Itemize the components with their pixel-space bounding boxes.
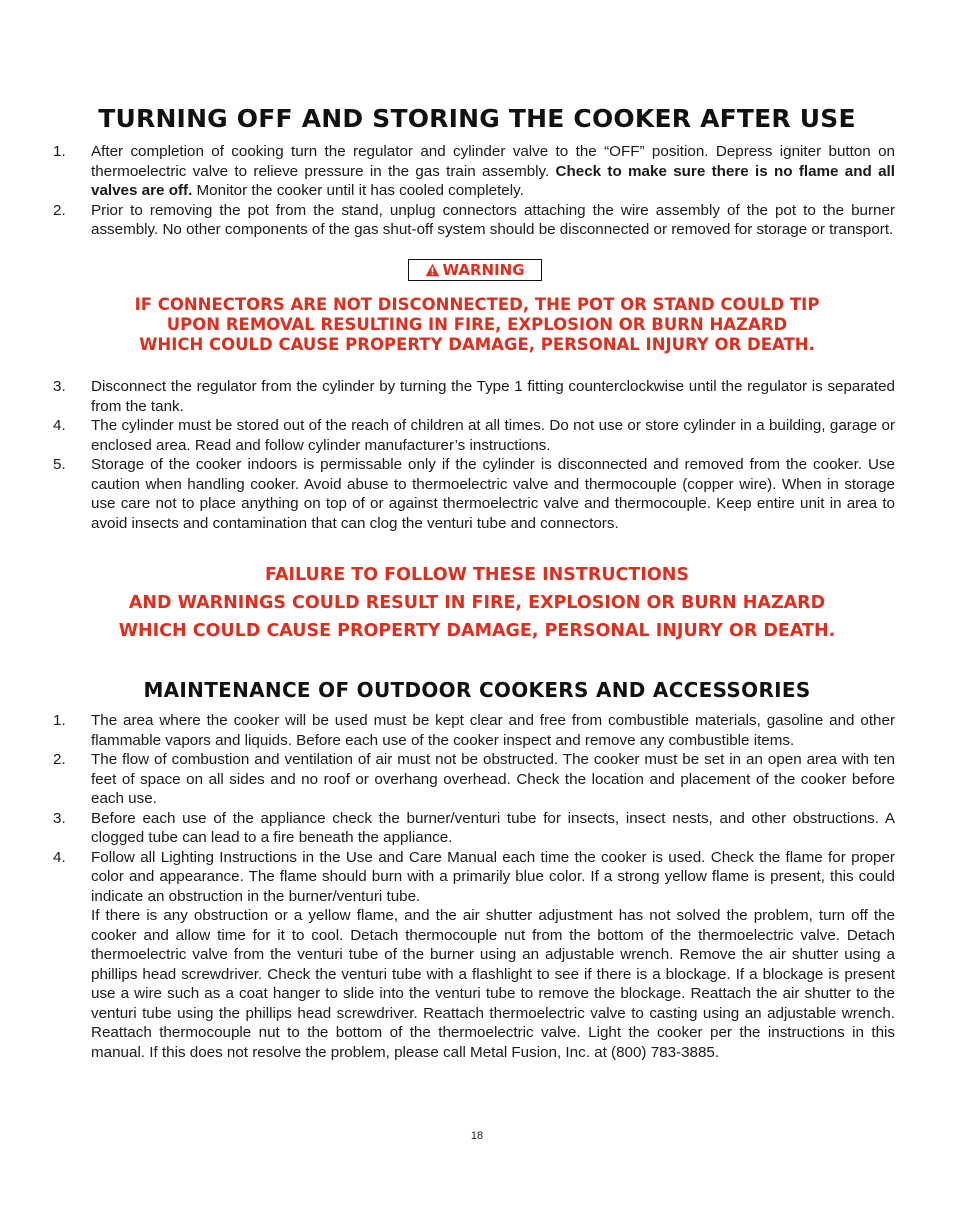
list-item — [53, 711, 895, 750]
list-item — [53, 455, 895, 533]
item-text-bold: Check to make sure there is no flame and all valves are off. — [91, 162, 895, 199]
section-title: MAINTENANCE OF OUTDOOR COOKERS AND ACCESSORIES — [143, 678, 811, 702]
item-number: 1. — [53, 143, 66, 160]
list-item — [53, 142, 895, 201]
page-number: 18 — [470, 1130, 484, 1142]
item-text: Before each use of the appliance check the burner/venturi tube for insects, insect nests, and other obstructions. A clogged tube can lead to a fire beneath the appliance. — [91, 809, 895, 846]
item-text: Storage of the cooker indoors is permissable only if the cylinder is disconnected and removed from the cooker. Use caution when handling cooker. Avoid abuse to thermoelectric valve and thermocouple (copper wire). When in storage use care not to place anything on top of or against thermoelectric valve and thermocouple. Keep entire unit in area to avoid insects and contamination that can clog the venturi tube and connectors. — [91, 456, 895, 532]
item-text: The flow of combustion and ventilation of air must not be obstructed. The cooker must be set in an open area with ten feet of space on all sides and no roof or overhang overhead. Check the location and placement of the cooker before each use. — [91, 751, 895, 807]
page-title: TURNING OFF AND STORING THE COOKER AFTER USE — [98, 104, 856, 133]
list-item — [53, 377, 895, 416]
shutdown-steps-list — [53, 142, 895, 240]
item-text: Prior to removing the pot from the stand, unplug connectors attaching the wire assembly of the pot to the burner assembly. No other components of the gas shut-off system should be disconnected or removed for storage or transport. — [91, 201, 895, 238]
warning-message — [0, 295, 954, 355]
list-item — [53, 750, 895, 809]
item-text: Monitor the cooker until it has cooled completely. — [192, 182, 524, 199]
warning-label-text: WARNING — [442, 261, 525, 279]
item-number: 3. — [53, 809, 66, 827]
storage-steps-list — [53, 377, 895, 533]
item-number: 5. — [53, 456, 66, 473]
item-number: 1. — [53, 712, 66, 729]
list-item — [53, 201, 895, 240]
item-text: The area where the cooker will be used must be kept clear and free from combustible materials, gasoline and other flammable vapors and liquids. Before each use of the cooker inspect and remove any combustible items. — [91, 712, 895, 749]
item-number: 2. — [53, 751, 66, 768]
failure-warning — [0, 561, 954, 645]
item-number: 2. — [53, 201, 66, 219]
failure-line: FAILURE TO FOLLOW THESE INSTRUCTIONS — [265, 565, 689, 585]
warning-line: WHICH COULD CAUSE PROPERTY DAMAGE, PERSONAL INJURY OR DEATH. — [139, 335, 815, 354]
list-item — [53, 809, 895, 848]
item-text: After completion of cooking turn the regulator and cylinder valve to the “OFF” position. Depress igniter button on thermoelectric valve to relieve pressure in the gas train assembly. — [91, 143, 895, 180]
item-text: Follow all Lighting Instructions in the Use and Care Manual each time the cooker is used. Check the flame for proper color and appearance. The flame should burn with a primarily blue color. If a strong yellow flame is present, this could indicate an obstruction in the burner/venturi tube. — [91, 848, 895, 905]
failure-line: AND WARNINGS COULD RESULT IN FIRE, EXPLOSION OR BURN HAZARD — [128, 593, 826, 613]
list-item — [53, 416, 895, 455]
item-text: The cylinder must be stored out of the reach of children at all times. Do not use or store cylinder in a building, garage or enclosed area. Read and follow cylinder manufacturer’s instructions. — [91, 417, 895, 454]
item-number: 4. — [53, 848, 66, 866]
failure-line: WHICH COULD CAUSE PROPERTY DAMAGE, PERSONAL INJURY OR DEATH. — [118, 621, 836, 641]
item-number: 4. — [53, 417, 66, 434]
maintenance-steps-list — [53, 711, 895, 1062]
item-text-continued: If there is any obstruction or a yellow flame, and the air shutter adjustment has not solved the problem, turn off the cooker and allow time for it to cool. Detach thermocouple nut from the bottom of the thermoelectric valve. Detach thermoelectric valve from the venturi tube of the burner using an adjustable wrench. Remove the air shutter using a phillips head screwdriver. Check the venturi tube with a flashlight to see if there is a blockage. If a blockage is present use a wire such as a coat hanger to slide into the venturi tube to remove the blockage. Reattach the air shutter to the venturi tube using the phillips head screwdriver. Reattach thermoelectric valve to casting using an adjustable wrench. Reattach thermocouple nut to the bottom of the thermoelectric valve. Light the cooker per the instructions in this manual. If this does not resolve the problem, please call Metal Fusion, Inc. at (800) 783-3885. — [91, 907, 895, 1061]
item-text: Disconnect the regulator from the cylinder by turning the Type 1 fitting counterclockwise until the regulator is separated from the tank. — [91, 378, 895, 415]
warning-triangle-icon — [425, 263, 440, 277]
warning-line: UPON REMOVAL RESULTING IN FIRE, EXPLOSION OR BURN HAZARD — [166, 315, 788, 334]
item-number: 3. — [53, 378, 66, 395]
list-item — [53, 848, 895, 1063]
warning-label — [408, 259, 542, 281]
warning-line: IF CONNECTORS ARE NOT DISCONNECTED, THE POT OR STAND COULD TIP — [134, 295, 820, 314]
